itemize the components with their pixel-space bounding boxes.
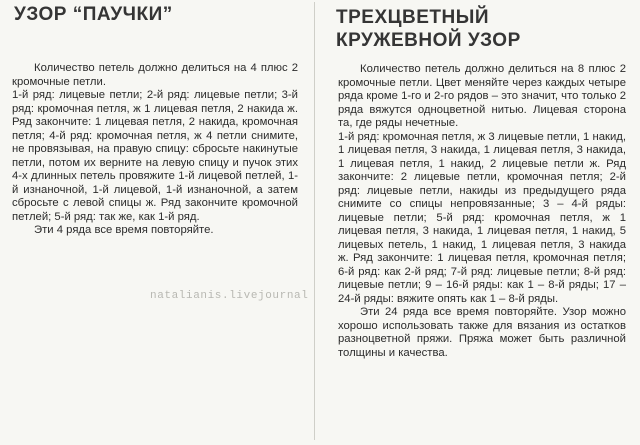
title-line-2: КРУЖЕВНОЙ УЗОР bbox=[336, 30, 521, 51]
right-article-text bbox=[338, 63, 626, 360]
column-divider bbox=[314, 2, 315, 440]
left-article-text bbox=[12, 62, 298, 238]
paragraph: Эти 24 ряда все время повторяйте. Узор можно хорошо использовать также для вязания из остатков разноцветной пряжи. Пряжа может быть различной толщины и качества. bbox=[338, 306, 626, 359]
title-line-1: ТРЕХЦВЕТНЫЙ bbox=[336, 7, 489, 28]
pattern-title-spiders: УЗОР “ПАУЧКИ” bbox=[14, 4, 173, 25]
watermark-text: natalianis.livejournal bbox=[150, 290, 309, 302]
pattern-title-three-color-lace bbox=[336, 6, 521, 52]
paragraph: 1-й ряд: лицевые петли; 2-й ряд: лицевые петли; 3-й ряд: кромочная петля, ж 1 лицевая петля, 2 накида ж. Ряд закончите: 1 лицевая петля, 2 накида, кромочная петля; 4-й ряд: кромочная петля, ж 4 петли снимите, не провязывая, на правую спицу: сбросьте накинутые петли, потом их верните на левую спицу и пучок этих 4-х длинных петель провяжите 1-й лицевой петлей, 1-й изнаночной, 1-й лицевой, 1-й изнаночной, а затем сбросьте с левой спицы ж. Ряд закончите кромочной петлей; 5-й ряд: так же, как 1-й ряд. bbox=[12, 89, 298, 223]
paragraph: Количество петель должно делиться на 8 плюс 2 кромочные петли. Цвет меняйте через каждых четыре ряда кроме 1-го и 2-го рядов – это значит, что только 2 ряда вяжутся однoцветной нитью. Лицевая сторона та, где ряды нечетные. bbox=[338, 63, 626, 129]
paragraph: Эти 4 ряда все время повторяйте. bbox=[34, 224, 214, 236]
paragraph: 1-й ряд: кромочная петля, ж 3 лицевые петли, 1 накид, 1 лицевая петля, 3 накида, 1 лицевая петля, 3 накида, 1 лицевая петля, 1 накид, 2 лицевые петли ж. Ряд закончите: 2 лицевые петли, кромочная петля; 2-й ряд: лицевые петли, накиды из предыдущего ряда снимите со спицы непровязанные; 3 – 4-й ряды: лицевые петли; 5-й ряд: кромочная петля, ж 1 лицевая петля, 3 накида, 1 лицевая петля, 1 накид, 5 лицевых петель, 1 накид, 1 лицевая петля, 3 накида ж. Ряд закончите: 1 лицевая петля, кромочная петля; 6-й ряд: как 2-й ряд; 7-й ряд: лицевые петли; 8-й ряд: лицевые петли; 9 – 16-й ряды: как 1 – 8-й ряды; 17 – 24-й ряды: вяжите опять как 1 – 8-й ряды. bbox=[338, 130, 626, 305]
paragraph: Количество петель должно делиться на 4 плюс 2 кромочные петли. bbox=[12, 62, 298, 88]
